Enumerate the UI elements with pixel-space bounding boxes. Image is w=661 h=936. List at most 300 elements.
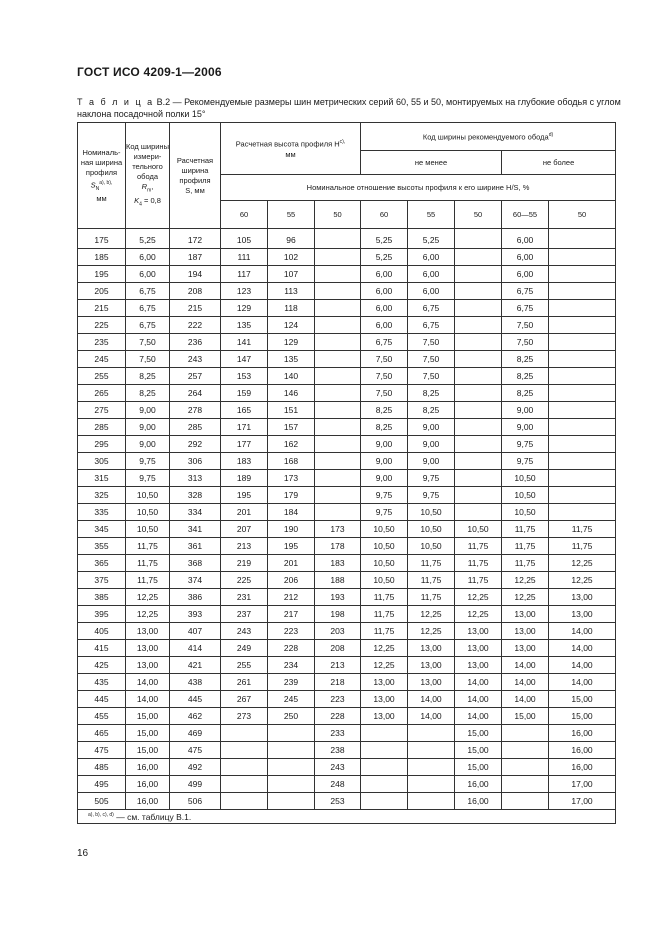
- table-cell: 292: [170, 436, 221, 453]
- table-cell: [408, 742, 455, 759]
- table-cell: 9,00: [361, 470, 408, 487]
- table-cell: 355: [78, 538, 126, 555]
- header-design-height: Расчетная высота профиля $H^{c),}$ мм: [221, 123, 361, 175]
- table-row: [78, 589, 616, 606]
- table-cell: 13,00: [549, 589, 616, 606]
- table-cell: 8,25: [361, 402, 408, 419]
- table-cell: 469: [170, 725, 221, 742]
- table-cell: 219: [221, 555, 268, 572]
- table-cell: 201: [221, 504, 268, 521]
- table-cell: 10,50: [361, 538, 408, 555]
- table-cell: 465: [78, 725, 126, 742]
- table-cell: 194: [170, 266, 221, 283]
- subheader-cell: 50: [455, 201, 502, 229]
- table-cell: 261: [221, 674, 268, 691]
- table-cell: 12,25: [502, 572, 549, 589]
- table-cell: 157: [268, 419, 315, 436]
- table-cell: 6,00: [502, 229, 549, 249]
- table-row: [78, 538, 616, 555]
- table-row: [78, 487, 616, 504]
- table-row: [78, 334, 616, 351]
- table-cell: 485: [78, 759, 126, 776]
- table-cell: [221, 725, 268, 742]
- table-cell: 305: [78, 453, 126, 470]
- table-cell: 445: [170, 691, 221, 708]
- table-cell: 7,50: [502, 334, 549, 351]
- table-cell: 395: [78, 606, 126, 623]
- table-cell: 5,25: [126, 229, 170, 249]
- table-cell: 10,50: [126, 487, 170, 504]
- table-cell: 165: [221, 402, 268, 419]
- table-cell: 17,00: [549, 793, 616, 810]
- table-cell: 10,50: [502, 470, 549, 487]
- table-cell: 9,00: [502, 419, 549, 436]
- table-cell: 14,00: [455, 708, 502, 725]
- table-cell: 13,00: [361, 674, 408, 691]
- table-cell: 16,00: [549, 742, 616, 759]
- table-row: [78, 759, 616, 776]
- table-cell: 236: [170, 334, 221, 351]
- table-row: [78, 436, 616, 453]
- table-cell: 213: [315, 657, 361, 674]
- table-cell: 10,50: [126, 521, 170, 538]
- table-cell: 15,00: [455, 759, 502, 776]
- table-cell: [315, 266, 361, 283]
- footnote-row: [78, 810, 616, 824]
- table-cell: 255: [221, 657, 268, 674]
- table-cell: 9,00: [126, 419, 170, 436]
- table-cell: 12,25: [361, 657, 408, 674]
- table-cell: [268, 776, 315, 793]
- table-cell: 9,00: [126, 436, 170, 453]
- table-cell: [361, 742, 408, 759]
- table-cell: 129: [268, 334, 315, 351]
- table-cell: 13,00: [502, 623, 549, 640]
- table-cell: 223: [315, 691, 361, 708]
- table-cell: 14,00: [455, 674, 502, 691]
- table-cell: [315, 368, 361, 385]
- table-cell: [549, 402, 616, 419]
- table-cell: 218: [315, 674, 361, 691]
- table-cell: 492: [170, 759, 221, 776]
- table-cell: 306: [170, 453, 221, 470]
- table-row: [78, 640, 616, 657]
- table-cell: 10,50: [408, 521, 455, 538]
- table-cell: 212: [268, 589, 315, 606]
- table-cell: 16,00: [126, 759, 170, 776]
- table-body: [78, 229, 616, 810]
- table-cell: 9,00: [408, 453, 455, 470]
- table-cell: 135: [268, 351, 315, 368]
- table-cell: 8,25: [502, 368, 549, 385]
- table-cell: 135: [221, 317, 268, 334]
- table-row: [78, 657, 616, 674]
- table-cell: 178: [315, 538, 361, 555]
- table-cell: 13,00: [408, 657, 455, 674]
- table-cell: 16,00: [126, 793, 170, 810]
- table-cell: 185: [78, 249, 126, 266]
- table-cell: 15,00: [126, 708, 170, 725]
- table-cell: 8,25: [126, 368, 170, 385]
- table-row: [78, 317, 616, 334]
- table-cell: [549, 351, 616, 368]
- table-cell: 11,75: [408, 572, 455, 589]
- table-cell: 11,75: [549, 521, 616, 538]
- table-cell: [455, 368, 502, 385]
- table-row: [78, 453, 616, 470]
- table-cell: 11,75: [361, 623, 408, 640]
- table-cell: 365: [78, 555, 126, 572]
- table-cell: 12,25: [126, 589, 170, 606]
- table-cell: 10,50: [361, 555, 408, 572]
- table-cell: 475: [78, 742, 126, 759]
- table-cell: [221, 776, 268, 793]
- table-cell: 438: [170, 674, 221, 691]
- table-cell: 11,75: [455, 538, 502, 555]
- caption-label: Т а б л и ц а: [77, 97, 155, 107]
- table-cell: 243: [221, 623, 268, 640]
- table-row: [78, 742, 616, 759]
- table-cell: 222: [170, 317, 221, 334]
- table-cell: [315, 334, 361, 351]
- table-cell: [549, 283, 616, 300]
- table-cell: 273: [221, 708, 268, 725]
- table-cell: 506: [170, 793, 221, 810]
- table-cell: 96: [268, 229, 315, 249]
- table-cell: 13,00: [361, 708, 408, 725]
- table-cell: 201: [268, 555, 315, 572]
- table-cell: 14,00: [549, 623, 616, 640]
- table-cell: [315, 402, 361, 419]
- table-cell: 15,00: [502, 708, 549, 725]
- table-cell: [502, 725, 549, 742]
- table-cell: 11,75: [502, 555, 549, 572]
- table-cell: 9,00: [126, 402, 170, 419]
- subheader-cell: 60: [361, 201, 408, 229]
- table-cell: 10,50: [408, 538, 455, 555]
- subheader-cell: 60: [221, 201, 268, 229]
- table-cell: [502, 793, 549, 810]
- table-row: [78, 351, 616, 368]
- table-cell: 11,75: [502, 538, 549, 555]
- table-cell: [315, 249, 361, 266]
- table-cell: 313: [170, 470, 221, 487]
- table-cell: 14,00: [502, 691, 549, 708]
- table-cell: 175: [78, 229, 126, 249]
- table-cell: [549, 229, 616, 249]
- table-cell: 129: [221, 300, 268, 317]
- table-cell: [549, 317, 616, 334]
- table-cell: 16,00: [549, 725, 616, 742]
- table-cell: 6,75: [126, 300, 170, 317]
- table-cell: 7,50: [408, 334, 455, 351]
- table-cell: [455, 317, 502, 334]
- table-cell: 123: [221, 283, 268, 300]
- table-cell: 107: [268, 266, 315, 283]
- table-cell: [502, 759, 549, 776]
- table-cell: [315, 470, 361, 487]
- table-cell: 8,25: [408, 385, 455, 402]
- table-cell: 9,75: [408, 487, 455, 504]
- table-cell: 9,75: [502, 436, 549, 453]
- table-cell: 113: [268, 283, 315, 300]
- table-cell: 184: [268, 504, 315, 521]
- subheader-cell: 55: [268, 201, 315, 229]
- table-cell: 9,75: [408, 470, 455, 487]
- table-cell: 183: [315, 555, 361, 572]
- table-cell: [361, 793, 408, 810]
- table-cell: [455, 266, 502, 283]
- table-cell: 9,00: [408, 419, 455, 436]
- table-cell: 223: [268, 623, 315, 640]
- table-cell: 12,25: [455, 606, 502, 623]
- table-cell: 8,25: [502, 385, 549, 402]
- document-title: ГОСТ ИСО 4209-1—2006: [77, 65, 222, 79]
- table-cell: 425: [78, 657, 126, 674]
- table-cell: 6,00: [361, 283, 408, 300]
- table-cell: [268, 793, 315, 810]
- page-number: 16: [77, 848, 89, 859]
- table-cell: 253: [315, 793, 361, 810]
- table-cell: 455: [78, 708, 126, 725]
- table-row: [78, 266, 616, 283]
- table-cell: 7,50: [408, 368, 455, 385]
- table-cell: 9,75: [126, 470, 170, 487]
- table-row: [78, 249, 616, 266]
- table-cell: [315, 351, 361, 368]
- table-cell: 6,00: [126, 266, 170, 283]
- table-cell: [549, 487, 616, 504]
- table-cell: 12,25: [455, 589, 502, 606]
- table-cell: 13,00: [126, 657, 170, 674]
- table-row: [78, 691, 616, 708]
- table-cell: [455, 334, 502, 351]
- table-cell: [315, 385, 361, 402]
- header-aspect-ratio: Номинальное отношение высоты профиля к его ширине H/S, %: [221, 175, 616, 201]
- table-cell: 213: [221, 538, 268, 555]
- table-cell: 233: [315, 725, 361, 742]
- table-cell: [549, 334, 616, 351]
- table-cell: 13,00: [502, 640, 549, 657]
- table-cell: [455, 487, 502, 504]
- table-row: [78, 708, 616, 725]
- table-cell: 6,75: [126, 317, 170, 334]
- table-row: [78, 385, 616, 402]
- table-row: [78, 470, 616, 487]
- table-cell: 6,00: [502, 266, 549, 283]
- table-cell: 102: [268, 249, 315, 266]
- table-cell: 6,75: [408, 300, 455, 317]
- table-cell: 8,25: [408, 402, 455, 419]
- table-cell: 11,75: [549, 538, 616, 555]
- table-cell: 14,00: [549, 674, 616, 691]
- table-cell: [361, 725, 408, 742]
- table-cell: 275: [78, 402, 126, 419]
- table-cell: 205: [78, 283, 126, 300]
- table-cell: 278: [170, 402, 221, 419]
- table-cell: 16,00: [126, 776, 170, 793]
- table-cell: 13,00: [408, 640, 455, 657]
- table-cell: 10,50: [361, 572, 408, 589]
- table-cell: 13,00: [126, 640, 170, 657]
- table-cell: 6,00: [408, 266, 455, 283]
- table-cell: 12,25: [126, 606, 170, 623]
- table-cell: 172: [170, 229, 221, 249]
- table-cell: [315, 283, 361, 300]
- table-cell: 6,75: [408, 317, 455, 334]
- table-cell: 361: [170, 538, 221, 555]
- table-cell: 235: [78, 334, 126, 351]
- table-cell: [455, 229, 502, 249]
- table-cell: 12,25: [549, 572, 616, 589]
- table-cell: 238: [315, 742, 361, 759]
- table-cell: 195: [221, 487, 268, 504]
- table-cell: 177: [221, 436, 268, 453]
- table-cell: [549, 368, 616, 385]
- table-cell: 14,00: [408, 708, 455, 725]
- table-cell: 14,00: [502, 674, 549, 691]
- table-cell: 9,00: [502, 402, 549, 419]
- table-row: [78, 521, 616, 538]
- table-cell: 10,50: [361, 521, 408, 538]
- table-cell: 7,50: [408, 351, 455, 368]
- table-cell: 16,00: [549, 759, 616, 776]
- table-cell: [315, 436, 361, 453]
- table-cell: 228: [268, 640, 315, 657]
- table-cell: 14,00: [549, 640, 616, 657]
- table-cell: 206: [268, 572, 315, 589]
- table-cell: 9,00: [361, 436, 408, 453]
- table-cell: 173: [315, 521, 361, 538]
- table-cell: 249: [221, 640, 268, 657]
- table-cell: 147: [221, 351, 268, 368]
- table-cell: 215: [78, 300, 126, 317]
- subheader-cell: 50: [549, 201, 616, 229]
- table-cell: 124: [268, 317, 315, 334]
- table-cell: 189: [221, 470, 268, 487]
- table-cell: 225: [221, 572, 268, 589]
- table-cell: 153: [221, 368, 268, 385]
- table-cell: [408, 776, 455, 793]
- table-cell: 11,75: [126, 538, 170, 555]
- table-cell: 13,00: [126, 623, 170, 640]
- table-cell: 117: [221, 266, 268, 283]
- table-cell: 11,75: [502, 521, 549, 538]
- table-cell: 231: [221, 589, 268, 606]
- table-cell: 415: [78, 640, 126, 657]
- table-row: [78, 725, 616, 742]
- table-cell: 499: [170, 776, 221, 793]
- table-cell: 14,00: [455, 691, 502, 708]
- table-row: [78, 229, 616, 249]
- table-cell: [455, 283, 502, 300]
- table-cell: 6,00: [361, 317, 408, 334]
- table-row: [78, 504, 616, 521]
- table-cell: [549, 266, 616, 283]
- table-cell: 14,00: [408, 691, 455, 708]
- table-cell: 173: [268, 470, 315, 487]
- tire-size-table: [77, 122, 616, 824]
- table-cell: 195: [78, 266, 126, 283]
- table-cell: 10,50: [408, 504, 455, 521]
- table-cell: 6,00: [361, 266, 408, 283]
- table-cell: [315, 453, 361, 470]
- table-cell: 10,50: [455, 521, 502, 538]
- table-cell: 225: [78, 317, 126, 334]
- table-cell: 257: [170, 368, 221, 385]
- table-cell: 375: [78, 572, 126, 589]
- table-cell: [549, 436, 616, 453]
- table-cell: 13,00: [502, 606, 549, 623]
- table-cell: 264: [170, 385, 221, 402]
- table-cell: 10,50: [126, 504, 170, 521]
- table-cell: 6,75: [502, 300, 549, 317]
- table-cell: 239: [268, 674, 315, 691]
- table-cell: 208: [170, 283, 221, 300]
- table-cell: 11,75: [126, 555, 170, 572]
- table-cell: 15,00: [455, 725, 502, 742]
- table-cell: [221, 759, 268, 776]
- table-cell: 243: [315, 759, 361, 776]
- table-cell: 335: [78, 504, 126, 521]
- table-cell: 11,75: [361, 606, 408, 623]
- table-cell: 11,75: [455, 555, 502, 572]
- table-cell: 9,75: [361, 504, 408, 521]
- table-cell: 9,75: [126, 453, 170, 470]
- table-cell: 188: [315, 572, 361, 589]
- table-cell: 13,00: [549, 606, 616, 623]
- table-cell: 146: [268, 385, 315, 402]
- header-rim-code: Код ширины рекомендуемого обода$^{d)}$: [361, 123, 616, 151]
- header-nominal-width: Номиналь-ная ширина профиля $S_N^{a), b),}$ мм: [78, 123, 126, 229]
- table-cell: 6,00: [502, 249, 549, 266]
- table-cell: 208: [315, 640, 361, 657]
- table-cell: 6,00: [126, 249, 170, 266]
- table-cell: [549, 300, 616, 317]
- table-cell: 435: [78, 674, 126, 691]
- table-cell: 207: [221, 521, 268, 538]
- table-cell: 421: [170, 657, 221, 674]
- table-cell: 243: [170, 351, 221, 368]
- table-cell: 345: [78, 521, 126, 538]
- table-cell: 9,00: [361, 453, 408, 470]
- table-cell: 475: [170, 742, 221, 759]
- table-cell: 16,00: [455, 793, 502, 810]
- header-not-less: не менее: [361, 151, 502, 175]
- table-cell: 234: [268, 657, 315, 674]
- table-cell: 16,00: [455, 776, 502, 793]
- table-cell: [455, 436, 502, 453]
- table-cell: 193: [315, 589, 361, 606]
- header-measuring-rim-code: Код ширины измери-тельного обода $R_m$, $K_4 = 0,8$: [126, 123, 170, 229]
- table-cell: 179: [268, 487, 315, 504]
- subheader-cell: 60—55: [502, 201, 549, 229]
- table-cell: 295: [78, 436, 126, 453]
- table-cell: 8,25: [126, 385, 170, 402]
- table-cell: 203: [315, 623, 361, 640]
- table-cell: 5,25: [408, 229, 455, 249]
- header-design-width: Расчетная ширина профиля S, мм: [170, 123, 221, 229]
- table-cell: 11,75: [408, 589, 455, 606]
- table-cell: 159: [221, 385, 268, 402]
- table-cell: 6,00: [361, 300, 408, 317]
- table-cell: 505: [78, 793, 126, 810]
- table-cell: 111: [221, 249, 268, 266]
- table-cell: 462: [170, 708, 221, 725]
- table-cell: 8,25: [502, 351, 549, 368]
- table-cell: 414: [170, 640, 221, 657]
- table-cell: 5,25: [361, 229, 408, 249]
